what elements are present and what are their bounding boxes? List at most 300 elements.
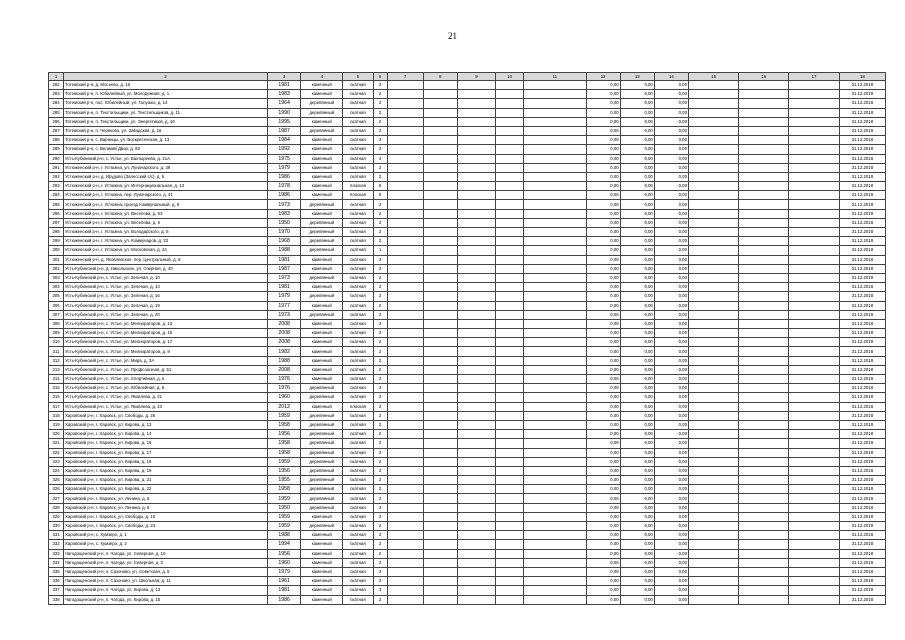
cell-10	[496, 108, 524, 117]
row-number: 287	[49, 126, 64, 135]
cell-15	[688, 172, 738, 181]
address: Устюженский р-н, г. Устюжна, ул. Володарского, д. 5	[64, 228, 268, 237]
cell-11	[524, 228, 586, 237]
cell-14: 0,00	[654, 329, 688, 338]
cell-15	[688, 329, 738, 338]
roof-type: скатная	[343, 531, 373, 540]
wall-material: каменный	[301, 512, 343, 521]
cell-9	[457, 319, 495, 328]
cell-15	[688, 586, 738, 595]
row-number: 297	[49, 218, 64, 227]
cell-15	[688, 81, 738, 90]
cell-11	[524, 503, 586, 512]
address: Усть-Кубинский р-н, с. Устье, ул. Зеленая, д. 16	[64, 292, 268, 301]
cell-8	[423, 522, 457, 531]
cell-17	[789, 182, 839, 191]
cell-10	[496, 172, 524, 181]
deadline-date: 31.12.2018	[839, 136, 885, 145]
cell-11	[524, 393, 586, 402]
table-row	[49, 567, 886, 576]
address: Устюженский р-н, г. Устюжна, ул. Коммунаров, д. 33	[64, 237, 268, 246]
cell-9	[457, 567, 495, 576]
cell-11	[524, 237, 586, 246]
year-built: 1970	[268, 228, 301, 237]
cell-7	[387, 209, 423, 218]
cell-13: 0,00	[620, 402, 654, 411]
floors: 2	[373, 595, 387, 604]
column-number-row	[49, 73, 886, 81]
cell-13: 0,00	[620, 264, 654, 273]
wall-material: деревянный	[301, 439, 343, 448]
cell-11	[524, 448, 586, 457]
cell-7	[387, 283, 423, 292]
roof-type: скатная	[343, 439, 373, 448]
wall-material: деревянный	[301, 485, 343, 494]
cell-16	[739, 448, 789, 457]
cell-14: 0,00	[654, 586, 688, 595]
cell-17	[789, 228, 839, 237]
cell-8	[423, 237, 457, 246]
year-built: 1973	[268, 200, 301, 209]
row-number: 292	[49, 172, 64, 181]
cell-10	[496, 301, 524, 310]
cell-11	[524, 466, 586, 475]
cell-10	[496, 163, 524, 172]
wall-material: каменный	[301, 90, 343, 99]
cell-17	[789, 292, 839, 301]
cell-13: 0,00	[620, 301, 654, 310]
cell-10	[496, 402, 524, 411]
cell-8	[423, 191, 457, 200]
column-number-header: 11	[524, 73, 586, 81]
cell-17	[789, 283, 839, 292]
floors: 2	[373, 540, 387, 549]
cell-12: 0,00	[586, 586, 620, 595]
cell-17	[789, 549, 839, 558]
row-number: 318	[49, 411, 64, 420]
cell-9	[457, 531, 495, 540]
deadline-date: 31.12.2018	[839, 264, 885, 273]
year-built: 1958	[268, 420, 301, 429]
floors: 2	[373, 81, 387, 90]
table-row	[49, 172, 886, 181]
cell-8	[423, 200, 457, 209]
cell-17	[789, 108, 839, 117]
cell-13: 0,00	[620, 595, 654, 604]
cell-14: 0,00	[654, 540, 688, 549]
deadline-date: 31.12.2018	[839, 522, 885, 531]
cell-15	[688, 595, 738, 604]
cell-17	[789, 512, 839, 521]
deadline-date: 31.12.2018	[839, 108, 885, 117]
cell-10	[496, 512, 524, 521]
cell-7	[387, 577, 423, 586]
wall-material: каменный	[301, 301, 343, 310]
year-built: 1956	[268, 430, 301, 439]
cell-14: 0,00	[654, 430, 688, 439]
cell-7	[387, 522, 423, 531]
wall-material: каменный	[301, 329, 343, 338]
cell-16	[739, 99, 789, 108]
cell-12: 0,00	[586, 81, 620, 90]
cell-17	[789, 329, 839, 338]
floors: 2	[373, 512, 387, 521]
deadline-date: 31.12.2018	[839, 457, 885, 466]
cell-11	[524, 402, 586, 411]
cell-9	[457, 246, 495, 255]
cell-17	[789, 154, 839, 163]
cell-11	[524, 494, 586, 503]
roof-type: скатная	[343, 209, 373, 218]
address: Усть-Кубинский р-н, с. Устье, ул. Яковлева, д. 21	[64, 393, 268, 402]
cell-7	[387, 375, 423, 384]
year-built: 1981	[268, 586, 301, 595]
floors: 2	[373, 457, 387, 466]
cell-17	[789, 136, 839, 145]
cell-14: 0,00	[654, 237, 688, 246]
cell-11	[524, 145, 586, 154]
year-built: 1990	[268, 108, 301, 117]
cell-9	[457, 430, 495, 439]
roof-type: скатная	[343, 246, 373, 255]
roof-type: скатная	[343, 255, 373, 264]
cell-11	[524, 476, 586, 485]
wall-material: каменный	[301, 136, 343, 145]
address: Харовский р-н, г. Харовск, ул. Кирова, д. 17	[64, 448, 268, 457]
cell-13: 0,00	[620, 430, 654, 439]
cell-13: 0,00	[620, 182, 654, 191]
cell-10	[496, 531, 524, 540]
roof-type: скатная	[343, 117, 373, 126]
year-built: 1961	[268, 577, 301, 586]
wall-material: деревянный	[301, 200, 343, 209]
cell-14: 0,00	[654, 273, 688, 282]
cell-14: 0,00	[654, 163, 688, 172]
cell-10	[496, 292, 524, 301]
cell-13: 0,00	[620, 108, 654, 117]
cell-11	[524, 586, 586, 595]
cell-14: 0,00	[654, 356, 688, 365]
cell-7	[387, 292, 423, 301]
cell-8	[423, 549, 457, 558]
cell-9	[457, 540, 495, 549]
cell-9	[457, 108, 495, 117]
deadline-date: 31.12.2018	[839, 154, 885, 163]
cell-8	[423, 494, 457, 503]
roof-type: скатная	[343, 457, 373, 466]
cell-17	[789, 273, 839, 282]
cell-14: 0,00	[654, 283, 688, 292]
cell-13: 0,00	[620, 485, 654, 494]
floors: 2	[373, 485, 387, 494]
table-row	[49, 136, 886, 145]
cell-8	[423, 420, 457, 429]
cell-14: 0,00	[654, 200, 688, 209]
address: Устюженский р-н, г. Устюжна, ул. Интернациональная, д. 13	[64, 182, 268, 191]
floors: 2	[373, 283, 387, 292]
cell-14: 0,00	[654, 375, 688, 384]
cell-14: 0,00	[654, 182, 688, 191]
cell-10	[496, 466, 524, 475]
floors: 2	[373, 99, 387, 108]
year-built: 2012	[268, 402, 301, 411]
cell-15	[688, 200, 738, 209]
cell-10	[496, 375, 524, 384]
cell-12: 0,00	[586, 402, 620, 411]
cell-10	[496, 283, 524, 292]
column-number-header: 9	[457, 73, 495, 81]
table-row	[49, 145, 886, 154]
cell-15	[688, 255, 738, 264]
cell-16	[739, 347, 789, 356]
cell-9	[457, 549, 495, 558]
cell-8	[423, 393, 457, 402]
cell-14: 0,00	[654, 218, 688, 227]
row-number: 296	[49, 209, 64, 218]
cell-14: 0,00	[654, 264, 688, 273]
cell-9	[457, 255, 495, 264]
cell-7	[387, 200, 423, 209]
cell-13: 0,00	[620, 228, 654, 237]
cell-14: 0,00	[654, 476, 688, 485]
cell-14: 0,00	[654, 99, 688, 108]
cell-10	[496, 549, 524, 558]
row-number: 332	[49, 540, 64, 549]
cell-16	[739, 255, 789, 264]
address: Усть-Кубинский р-н, с. Устье, ул. Мелиораторов, д. 15	[64, 329, 268, 338]
row-number: 284	[49, 99, 64, 108]
cell-10	[496, 191, 524, 200]
roof-type: скатная	[343, 310, 373, 319]
row-number: 337	[49, 586, 64, 595]
cell-9	[457, 145, 495, 154]
floors: 2	[373, 494, 387, 503]
cell-14: 0,00	[654, 209, 688, 218]
roof-type: скатная	[343, 108, 373, 117]
wall-material: каменный	[301, 567, 343, 576]
year-built: 1956	[268, 549, 301, 558]
cell-11	[524, 191, 586, 200]
cell-10	[496, 485, 524, 494]
cell-13: 0,00	[620, 347, 654, 356]
row-number: 291	[49, 163, 64, 172]
cell-9	[457, 264, 495, 273]
cell-9	[457, 402, 495, 411]
column-number-header: 3	[268, 73, 301, 81]
address: Устюженский р-н, г. Устюжна, ул. Луначарского, д. 39	[64, 163, 268, 172]
cell-15	[688, 338, 738, 347]
cell-9	[457, 172, 495, 181]
roof-type: скатная	[343, 154, 373, 163]
cell-7	[387, 108, 423, 117]
cell-11	[524, 549, 586, 558]
deadline-date: 31.12.2018	[839, 567, 885, 576]
deadline-date: 31.12.2018	[839, 81, 885, 90]
cell-16	[739, 182, 789, 191]
table-row	[49, 375, 886, 384]
cell-7	[387, 310, 423, 319]
cell-10	[496, 540, 524, 549]
cell-8	[423, 531, 457, 540]
table-row	[49, 319, 886, 328]
cell-15	[688, 365, 738, 374]
cell-9	[457, 182, 495, 191]
cell-10	[496, 476, 524, 485]
cell-11	[524, 430, 586, 439]
deadline-date: 31.12.2018	[839, 292, 885, 301]
cell-12: 0,00	[586, 393, 620, 402]
cell-10	[496, 246, 524, 255]
deadline-date: 31.12.2018	[839, 384, 885, 393]
cell-12: 0,00	[586, 246, 620, 255]
cell-7	[387, 264, 423, 273]
wall-material: деревянный	[301, 218, 343, 227]
cell-9	[457, 301, 495, 310]
cell-9	[457, 595, 495, 604]
cell-17	[789, 172, 839, 181]
address: Харовский р-н, г. Харовск, ул. Кирова, д. 14	[64, 430, 268, 439]
row-number: 323	[49, 457, 64, 466]
cell-16	[739, 540, 789, 549]
deadline-date: 31.12.2018	[839, 512, 885, 521]
cell-8	[423, 595, 457, 604]
cell-9	[457, 457, 495, 466]
cell-7	[387, 549, 423, 558]
roof-type: скатная	[343, 448, 373, 457]
cell-8	[423, 485, 457, 494]
cell-15	[688, 439, 738, 448]
cell-9	[457, 494, 495, 503]
cell-12: 0,00	[586, 485, 620, 494]
cell-17	[789, 218, 839, 227]
cell-8	[423, 365, 457, 374]
cell-13: 0,00	[620, 99, 654, 108]
roof-type: скатная	[343, 90, 373, 99]
floors: 2	[373, 136, 387, 145]
cell-8	[423, 319, 457, 328]
cell-17	[789, 117, 839, 126]
cell-13: 0,00	[620, 209, 654, 218]
address: Тотемский р-н, п. Текстильщики, ул. Энергетиков, д. 10	[64, 117, 268, 126]
wall-material: каменный	[301, 540, 343, 549]
cell-17	[789, 466, 839, 475]
cell-16	[739, 338, 789, 347]
cell-15	[688, 448, 738, 457]
year-built: 1973	[268, 310, 301, 319]
cell-17	[789, 145, 839, 154]
row-number: 311	[49, 347, 64, 356]
wall-material: деревянный	[301, 494, 343, 503]
cell-14: 0,00	[654, 338, 688, 347]
cell-7	[387, 81, 423, 90]
row-number: 305	[49, 292, 64, 301]
cell-8	[423, 430, 457, 439]
cell-10	[496, 145, 524, 154]
cell-9	[457, 154, 495, 163]
cell-7	[387, 448, 423, 457]
cell-7	[387, 531, 423, 540]
year-built: 1988	[268, 531, 301, 540]
floors: 2	[373, 448, 387, 457]
cell-8	[423, 558, 457, 567]
wall-material: каменный	[301, 531, 343, 540]
wall-material: каменный	[301, 154, 343, 163]
cell-16	[739, 163, 789, 172]
row-number: 304	[49, 283, 64, 292]
roof-type: скатная	[343, 81, 373, 90]
cell-14: 0,00	[654, 365, 688, 374]
floors: 3	[373, 402, 387, 411]
cell-9	[457, 558, 495, 567]
deadline-date: 31.12.2018	[839, 365, 885, 374]
cell-8	[423, 384, 457, 393]
deadline-date: 31.12.2018	[839, 531, 885, 540]
cell-17	[789, 494, 839, 503]
address: Чагодощенский р-н, п. Чагода, ул. Кирова, д. 15	[64, 595, 268, 604]
cell-14: 0,00	[654, 108, 688, 117]
cell-12: 0,00	[586, 264, 620, 273]
address: Харовский р-н, г. Харовск, ул. Кирова, д. 22	[64, 485, 268, 494]
address: Усть-Кубинский р-н, с. Устье, ул. Зеленая, д. 13	[64, 283, 268, 292]
column-number-header: 6	[373, 73, 387, 81]
row-number: 290	[49, 154, 64, 163]
cell-16	[739, 430, 789, 439]
floors: 2	[373, 237, 387, 246]
table-row	[49, 393, 886, 402]
cell-15	[688, 485, 738, 494]
cell-14: 0,00	[654, 457, 688, 466]
row-number: 333	[49, 549, 64, 558]
table-row	[49, 531, 886, 540]
year-built: 1956	[268, 466, 301, 475]
cell-10	[496, 384, 524, 393]
cell-11	[524, 264, 586, 273]
cell-15	[688, 558, 738, 567]
cell-16	[739, 90, 789, 99]
cell-14: 0,00	[654, 439, 688, 448]
cell-17	[789, 81, 839, 90]
cell-13: 0,00	[620, 375, 654, 384]
cell-14: 0,00	[654, 567, 688, 576]
cell-16	[739, 283, 789, 292]
roof-type: скатная	[343, 218, 373, 227]
cell-12: 0,00	[586, 163, 620, 172]
cell-7	[387, 338, 423, 347]
cell-8	[423, 292, 457, 301]
row-number: 283	[49, 90, 64, 99]
cell-9	[457, 503, 495, 512]
row-number: 286	[49, 117, 64, 126]
deadline-date: 31.12.2018	[839, 191, 885, 200]
cell-16	[739, 329, 789, 338]
deadline-date: 31.12.2018	[839, 182, 885, 191]
address: Усть-Кубинский р-н, с. Устье, ул. Мелиораторов, д. 9	[64, 347, 268, 356]
cell-10	[496, 420, 524, 429]
cell-8	[423, 255, 457, 264]
floors: 2	[373, 117, 387, 126]
wall-material: деревянный	[301, 384, 343, 393]
year-built: 1982	[268, 347, 301, 356]
row-number: 327	[49, 494, 64, 503]
cell-14: 0,00	[654, 393, 688, 402]
cell-13: 0,00	[620, 237, 654, 246]
floors: 2	[373, 549, 387, 558]
cell-16	[739, 292, 789, 301]
cell-10	[496, 310, 524, 319]
deadline-date: 31.12.2018	[839, 375, 885, 384]
roof-type: скатная	[343, 329, 373, 338]
cell-7	[387, 172, 423, 181]
